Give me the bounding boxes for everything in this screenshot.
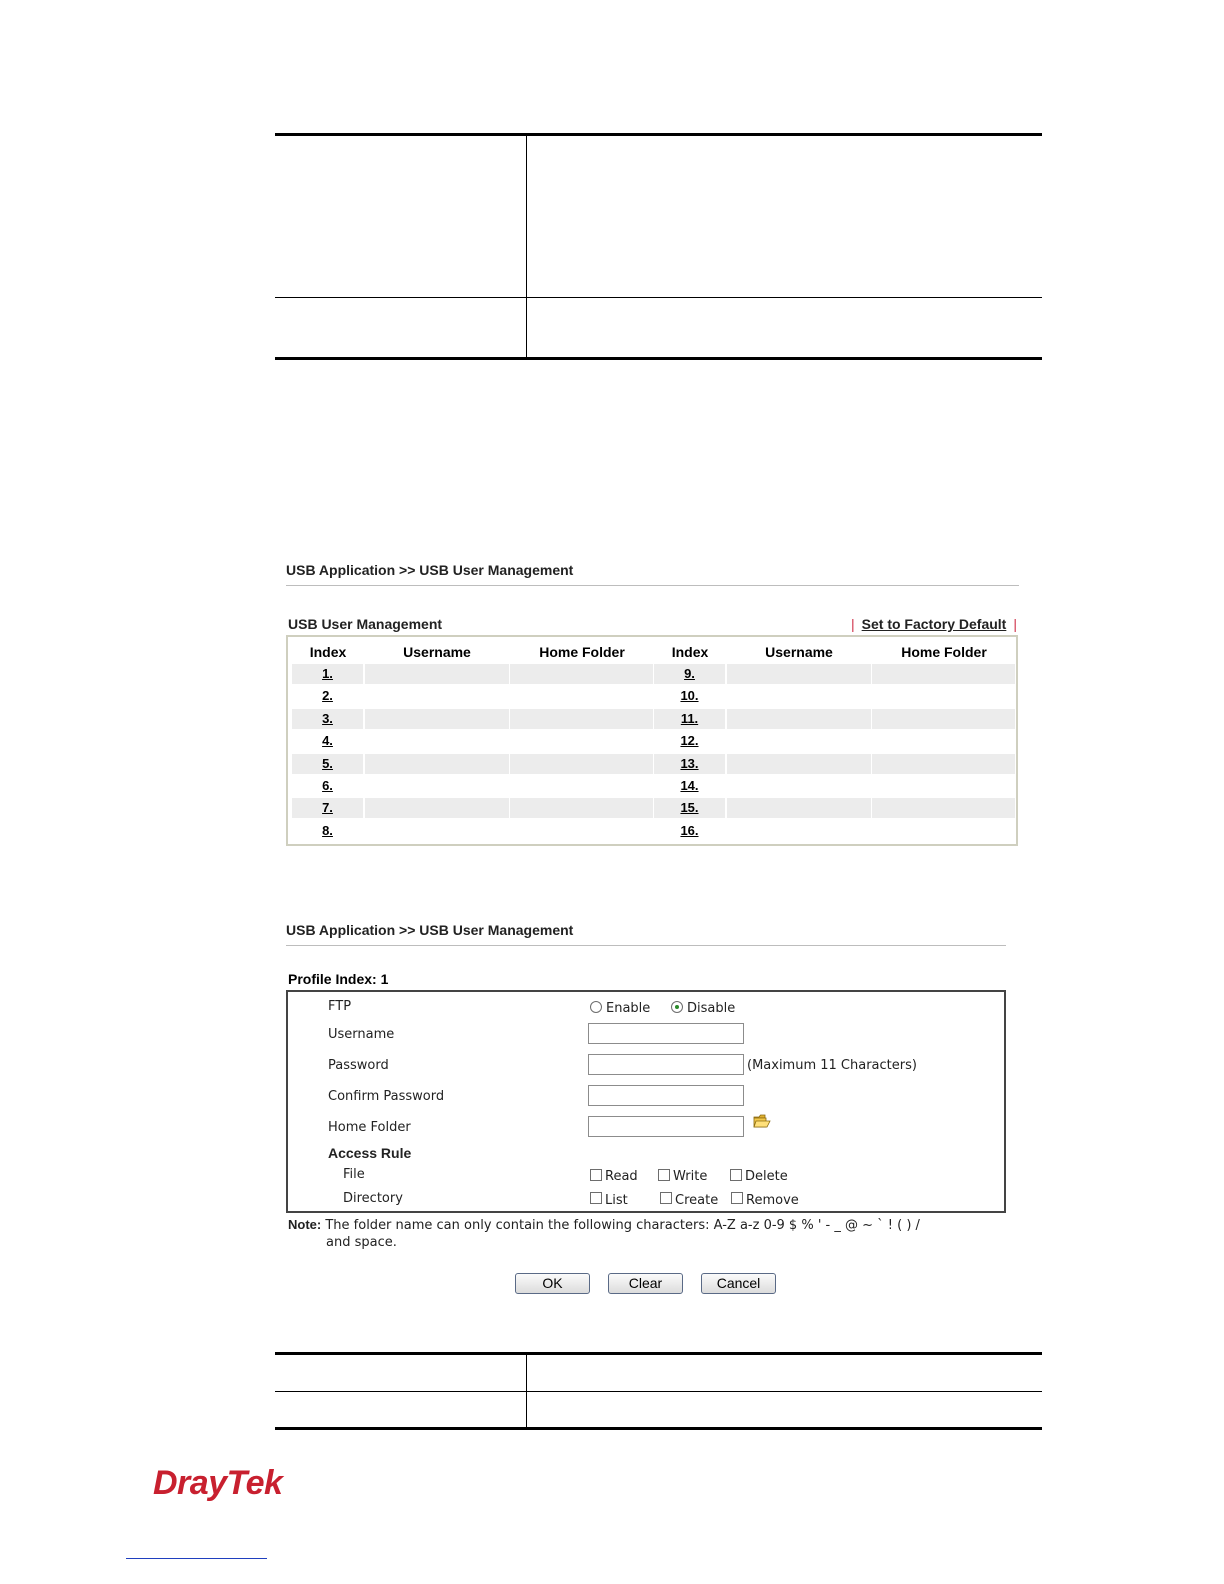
clear-button[interactable]: Clear (608, 1273, 683, 1294)
home-folder-cell (872, 686, 1015, 706)
index-cell (654, 686, 725, 706)
access-rule-label: Access Rule (328, 1145, 412, 1161)
home-folder-cell (872, 709, 1015, 729)
password-label: Password (328, 1058, 389, 1073)
username-cell (727, 731, 871, 751)
index-cell (292, 798, 363, 818)
directory-create-checkbox[interactable] (660, 1192, 672, 1204)
ftp-label: FTP (328, 999, 352, 1014)
profile-index-link[interactable]: 2. (322, 688, 333, 704)
index-cell (654, 709, 725, 729)
home-folder-cell (510, 754, 653, 774)
header-index: Index (671, 644, 709, 660)
ftp-enable-radio[interactable] (590, 1001, 602, 1013)
username-label: Username (328, 1027, 395, 1042)
home-folder-label: Home Folder (328, 1120, 411, 1135)
note-line-1: The folder name can only contain the following characters: A-Z a-z 0-9 $ % ' - _ @ ~ ` ! ( ) / (325, 1218, 920, 1233)
profile-index-link[interactable]: 14. (680, 778, 699, 793)
home-folder-cell (510, 798, 653, 818)
home-folder-cell (872, 664, 1015, 684)
profile-index-link[interactable]: 11. (680, 710, 699, 726)
index-cell (292, 731, 363, 751)
file-read-checkbox[interactable] (590, 1169, 602, 1181)
username-cell (727, 776, 871, 796)
folder-name-note (288, 1216, 1008, 1251)
breadcrumb: USB Application >> USB User Management (286, 562, 574, 578)
username-cell (727, 798, 871, 818)
username-cell (365, 776, 509, 796)
profile-index-link[interactable]: 4. (322, 733, 333, 749)
index-cell (654, 821, 725, 841)
profile-index-link[interactable]: 10. (680, 688, 699, 704)
index-cell (654, 776, 725, 796)
home-folder-cell (510, 709, 653, 729)
table-row (288, 754, 1012, 774)
home-folder-cell (510, 821, 653, 841)
home-folder-cell (872, 776, 1015, 796)
header-username: Username (403, 644, 471, 660)
bottom-doc-table (275, 1352, 1042, 1430)
password-input[interactable] (588, 1054, 744, 1075)
ftp-enable-label: Enable (606, 1001, 651, 1016)
file-write-label: Write (673, 1169, 708, 1184)
index-cell (654, 754, 725, 774)
profile-index-link[interactable]: 1. (322, 666, 333, 681)
username-cell (365, 709, 509, 729)
index-cell (654, 664, 725, 684)
directory-list-label: List (605, 1193, 628, 1208)
table-row (288, 731, 1012, 751)
header-index: Index (309, 644, 347, 660)
index-cell (654, 731, 725, 751)
index-cell (292, 754, 363, 774)
table-row (288, 664, 1012, 684)
note-line-2: and space. (326, 1235, 397, 1250)
title-divider (286, 585, 1019, 586)
username-cell (727, 709, 871, 729)
index-cell (292, 709, 363, 729)
profile-index-link[interactable]: 5. (322, 755, 333, 771)
title-divider (286, 945, 1006, 946)
profile-form (286, 990, 1006, 1213)
footer-link-line (126, 1558, 267, 1559)
table-row (288, 709, 1012, 729)
table-row (288, 821, 1012, 841)
directory-create-label: Create (675, 1193, 719, 1208)
profile-index-link[interactable]: 13. (680, 755, 699, 771)
username-cell (365, 686, 509, 706)
profile-index-link[interactable]: 16. (680, 822, 699, 838)
username-cell (727, 686, 871, 706)
username-cell (365, 754, 509, 774)
header-username: Username (765, 644, 833, 660)
doc-table-row (275, 1355, 1042, 1392)
breadcrumb: USB Application >> USB User Management (286, 922, 574, 938)
profile-index-title: Profile Index: 1 (288, 971, 389, 987)
home-folder-input[interactable] (588, 1116, 744, 1137)
profile-index-link[interactable]: 3. (322, 710, 333, 726)
directory-list-checkbox[interactable] (590, 1192, 602, 1204)
username-cell (727, 664, 871, 684)
home-folder-cell (510, 686, 653, 706)
user-list-caption: USB User Management (288, 616, 443, 632)
username-cell (365, 798, 509, 818)
doc-table-row (275, 1392, 1042, 1427)
directory-remove-label: Remove (746, 1193, 799, 1208)
home-folder-cell (872, 821, 1015, 841)
profile-index-link[interactable]: 8. (322, 822, 333, 838)
ftp-disable-radio[interactable] (671, 1001, 683, 1013)
folder-browse-icon[interactable] (753, 1114, 771, 1129)
table-row (288, 798, 1012, 818)
ftp-disable-label: Disable (687, 1001, 736, 1016)
confirm-password-label: Confirm Password (328, 1089, 445, 1104)
file-label: File (343, 1167, 365, 1182)
username-cell (727, 754, 871, 774)
table-row (288, 686, 1012, 706)
header-home-folder: Home Folder (901, 644, 987, 660)
user-list-table (286, 635, 1018, 846)
separator-pipe: | (851, 616, 855, 632)
profile-index-link[interactable]: 9. (684, 666, 695, 681)
table-row (288, 776, 1012, 796)
index-cell (292, 821, 363, 841)
file-delete-label: Delete (745, 1169, 788, 1184)
profile-index-link[interactable]: 15. (680, 800, 699, 816)
username-cell (727, 821, 871, 841)
note-prefix: Note: (288, 1217, 322, 1232)
home-folder-cell (510, 664, 653, 684)
profile-index-link[interactable]: 6. (322, 778, 333, 793)
password-hint: (Maximum 11 Characters) (747, 1058, 917, 1073)
doc-table-row (275, 298, 1042, 357)
username-cell (365, 731, 509, 751)
home-folder-cell (510, 776, 653, 796)
separator-pipe: | (1013, 616, 1017, 632)
username-cell (365, 821, 509, 841)
header-home-folder: Home Folder (539, 644, 625, 660)
index-cell (292, 664, 363, 684)
home-folder-cell (510, 731, 653, 751)
doc-table-row (275, 136, 1042, 298)
directory-remove-checkbox[interactable] (731, 1192, 743, 1204)
home-folder-cell (872, 754, 1015, 774)
home-folder-cell (872, 798, 1015, 818)
factory-default-bar (851, 616, 1017, 632)
index-cell (292, 686, 363, 706)
index-cell (292, 776, 363, 796)
confirm-password-input[interactable] (588, 1085, 744, 1106)
index-cell (654, 798, 725, 818)
file-read-label: Read (605, 1169, 638, 1184)
cancel-button[interactable]: Cancel (701, 1273, 776, 1294)
profile-index-link[interactable]: 7. (322, 800, 333, 816)
file-delete-checkbox[interactable] (730, 1169, 742, 1181)
file-write-checkbox[interactable] (658, 1169, 670, 1181)
top-doc-table (275, 133, 1042, 360)
set-factory-default-link[interactable]: Set to Factory Default (861, 616, 1007, 632)
username-input[interactable] (588, 1023, 744, 1044)
home-folder-cell (872, 731, 1015, 751)
directory-label: Directory (343, 1191, 403, 1206)
draytek-logo: DrayTek (153, 1464, 283, 1502)
profile-index-link[interactable]: 12. (680, 733, 699, 749)
username-cell (365, 664, 509, 684)
ok-button[interactable]: OK (515, 1273, 590, 1294)
